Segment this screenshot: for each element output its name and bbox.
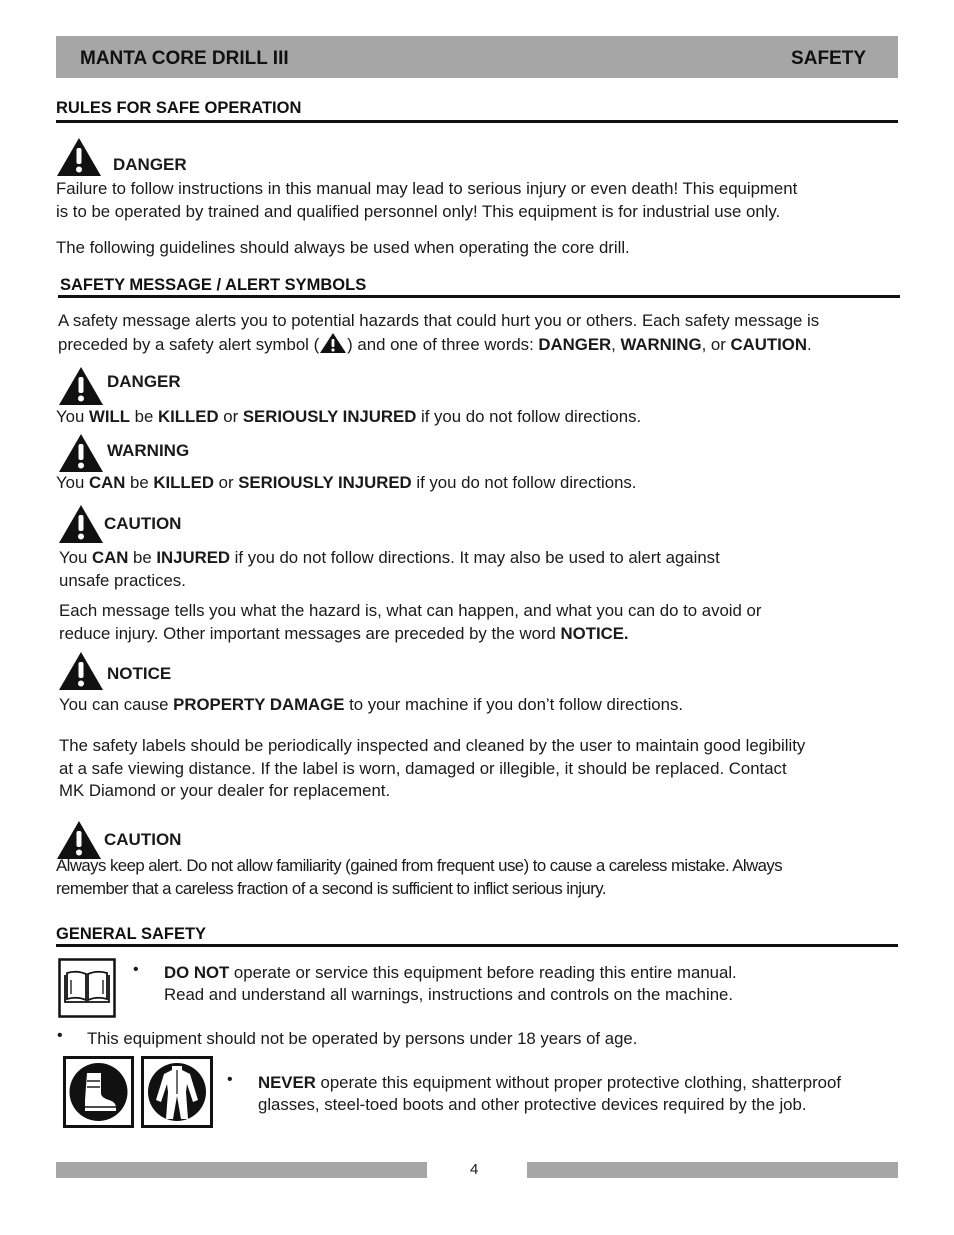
labels-text-line2: at a safe viewing distance. If the label is worn, damaged or illegible, it should be replaced. Contact [59,759,787,778]
text: if you do not follow directions. [411,473,637,492]
general-item1-line1 [164,961,737,984]
intro-text-a: preceded by a safety alert symbol ( [58,335,320,354]
rules-section-rule [56,120,898,123]
document-title: MANTA CORE DRILL III [80,48,289,69]
warning-message [56,471,636,494]
book-icon [58,958,116,1018]
text: reduce injury. Other important messages are preceded by the word [59,624,561,643]
protective-suit-icon [141,1056,213,1128]
period: . [806,335,812,354]
bold-text: CAN [88,473,126,492]
caution-label: CAUTION [104,514,182,533]
text: operate or service this equipment before reading this entire manual. [229,963,737,982]
intro-line2 [58,332,812,356]
footer-bar-right [527,1162,898,1178]
general-item3-line2: glasses, steel-toed boots and other protective devices required by the job. [258,1095,807,1114]
labels-text-line1: The safety labels should be periodically inspected and cleaned by the user to maintain good legibility [59,736,806,755]
caution-message-line1 [59,546,720,569]
warning-triangle-icon [58,366,104,406]
general-section-title: GENERAL SAFETY [56,925,207,943]
section-name: SAFETY [791,48,866,69]
bold-text: NEVER [258,1073,316,1092]
bold-text: KILLED [153,473,214,492]
danger-label: DANGER [113,155,187,174]
text: You [59,548,92,567]
each-message-line2 [59,622,629,645]
warning-triangle-icon [56,137,102,177]
warning-label: WARNING [107,441,190,460]
text: or [213,473,239,492]
guidelines-text: The following guidelines should always be used when operating the core drill. [56,238,630,257]
word-danger: DANGER [538,335,612,354]
text: if you do not follow directions. It may also be used to alert against [230,548,720,567]
bold-text: INJURED [156,548,231,567]
caution-message-line2: unsafe practices. [59,571,186,590]
intro-line1: A safety message alerts you to potential hazards that could hurt you or others. Each safety message is [58,311,820,330]
text: to your machine if you don’t follow directions. [344,695,684,714]
separator: , [611,335,621,354]
text: You [56,473,89,492]
warning-triangle-icon [58,433,104,473]
word-warning: WARNING [620,335,702,354]
rules-section-title: RULES FOR SAFE OPERATION [56,99,302,117]
safety-boot-icon [63,1056,134,1128]
bold-text: DO NOT [164,963,230,982]
bold-text: CAN [91,548,129,567]
general-item2: This equipment should not be operated by persons under 18 years of age. [87,1029,638,1048]
caution-alert-line2: remember that a careless fraction of a second is sufficient to inflict serious injury. [56,879,606,898]
danger-text-line1: Failure to follow instructions in this manual may lead to serious injury or even death! This equipment [56,179,798,198]
bold-text: KILLED [158,407,219,426]
text: You can cause [59,695,174,714]
warning-triangle-icon [58,504,104,544]
bullet: • [227,1071,233,1088]
bold-text: WILL [88,407,130,426]
bold-text: SERIOUSLY INJURED [238,473,412,492]
footer-bar-left [56,1162,427,1178]
danger-message [56,405,641,428]
caution-label: CAUTION [104,830,182,849]
text: You [56,407,89,426]
labels-text-line3: MK Diamond or your dealer for replacement. [59,781,391,800]
bullet: • [133,961,139,978]
danger-label: DANGER [107,372,181,391]
bold-text: PROPERTY DAMAGE [173,695,345,714]
page-number: 4 [470,1161,479,1178]
general-section-rule [56,944,898,947]
bullet: • [57,1027,63,1044]
separator: , or [701,335,731,354]
text: be [125,473,154,492]
bold-text: SERIOUSLY INJURED [242,407,417,426]
bold-text: NOTICE. [560,624,629,643]
symbols-section-title: SAFETY MESSAGE / ALERT SYMBOLS [60,276,367,294]
each-message-line1: Each message tells you what the hazard is, what can happen, and what you can do to avoid or [59,601,762,620]
intro-text-b: ) and one of three words: [347,335,539,354]
warning-triangle-icon [58,651,104,691]
symbols-section-rule [58,295,900,298]
notice-message [59,693,683,716]
text: be [128,548,157,567]
text: be [130,407,158,426]
notice-label: NOTICE [107,664,172,683]
text: if you do not follow directions. [416,407,642,426]
general-item1-line2: Read and understand all warnings, instructions and controls on the machine. [164,985,734,1004]
general-item3-line1 [258,1071,841,1094]
caution-alert-line1: Always keep alert. Do not allow familiarity (gained from frequent use) to cause a careless mistake. Always [56,856,783,875]
alert-symbol-inline-icon [319,332,347,354]
word-caution: CAUTION [730,335,807,354]
danger-text-line2: is to be operated by trained and qualified personnel only! This equipment is for industrial use only. [56,202,781,221]
text: operate this equipment without proper protective clothing, shatterproof [315,1073,842,1092]
text: or [218,407,243,426]
